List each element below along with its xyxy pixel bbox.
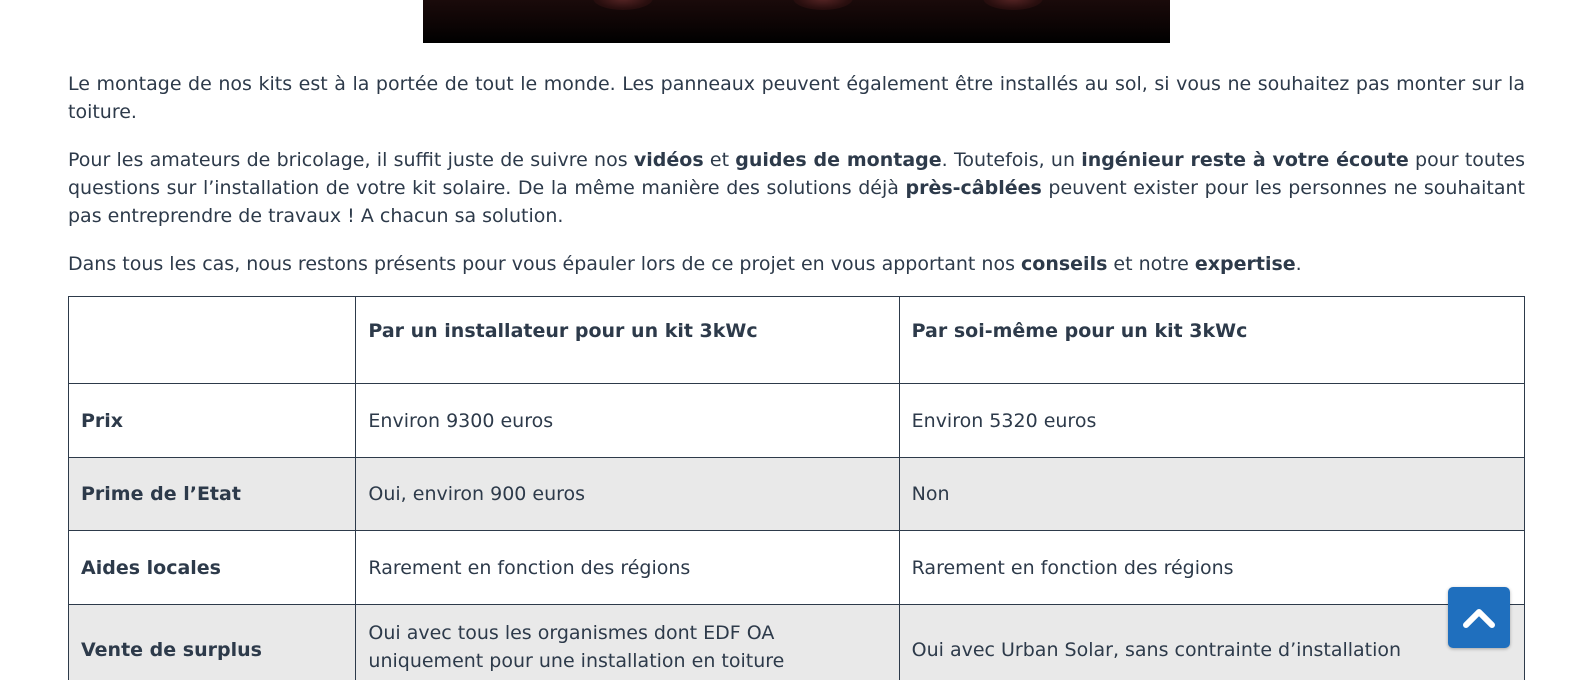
text-span: et	[703, 149, 736, 171]
bold-videos: vidéos	[633, 149, 704, 171]
video-frame-detail	[593, 0, 653, 10]
row-label: Prix	[69, 384, 356, 458]
bold-expertise: expertise	[1194, 253, 1296, 275]
table-cell: Rarement en fonction des régions	[356, 531, 899, 605]
table-cell: Non	[899, 458, 1524, 531]
table-row	[69, 605, 1525, 680]
table-header-cell: Par un installateur pour un kit 3kWc	[356, 297, 899, 384]
bold-engineer: ingénieur reste à votre écoute	[1081, 149, 1409, 171]
text-span: .	[1295, 253, 1302, 275]
table-row	[69, 531, 1525, 605]
comparison-table	[68, 296, 1525, 680]
text-span: et notre	[1107, 253, 1195, 275]
row-label: Prime de l’Etat	[69, 458, 356, 531]
row-label: Vente de surplus	[69, 605, 356, 680]
bold-prewired: près-câblées	[905, 177, 1042, 199]
table-cell: Oui, environ 900 euros	[356, 458, 899, 531]
text-span: pour toutes questions sur l’installation de votre kit solaire. De la même manière des solutions déjà	[68, 149, 1525, 199]
table-cell: Environ 5320 euros	[899, 384, 1524, 458]
table-cell: Environ 9300 euros	[356, 384, 899, 458]
table-cell: Rarement en fonction des régions	[899, 531, 1524, 605]
text-span: . Toutefois, un	[941, 149, 1082, 171]
text-span: peuvent exister pour les personnes ne souhaitant pas entreprendre de travaux ! A chacun sa solution.	[68, 177, 1526, 227]
video-frame-detail	[983, 0, 1043, 10]
row-label: Aides locales	[69, 531, 356, 605]
scroll-to-top-button[interactable]	[1448, 587, 1510, 648]
intro-paragraph-3	[68, 250, 1525, 278]
table-header-row	[69, 297, 1525, 384]
table-cell: Oui avec Urban Solar, sans contrainte d’installation	[899, 605, 1524, 680]
bold-advice: conseils	[1021, 253, 1108, 275]
table-header-cell: Par soi-même pour un kit 3kWc	[899, 297, 1524, 384]
table-row	[69, 384, 1525, 458]
article-content	[68, 70, 1525, 680]
text-span: Dans tous les cas, nous restons présents pour vous épauler lors de ce projet en vous apportant nos	[68, 253, 1022, 275]
table-row	[69, 458, 1525, 531]
table-cell: Oui avec tous les organismes dont EDF OA uniquement pour une installation en toiture	[356, 605, 899, 680]
intro-paragraph-2	[68, 146, 1525, 230]
video-player[interactable]	[423, 0, 1170, 43]
intro-paragraph-1: Le montage de nos kits est à la portée de tout le monde. Les panneaux peuvent également être installés au sol, si vous ne souhaitez pas monter sur la toiture.	[68, 73, 1525, 123]
chevron-up-icon	[1462, 607, 1496, 629]
video-frame-detail	[793, 0, 853, 10]
table-header-cell	[69, 297, 356, 384]
text-span: Pour les amateurs de bricolage, il suffit juste de suivre nos	[68, 149, 634, 171]
bold-guides: guides de montage	[735, 149, 942, 171]
